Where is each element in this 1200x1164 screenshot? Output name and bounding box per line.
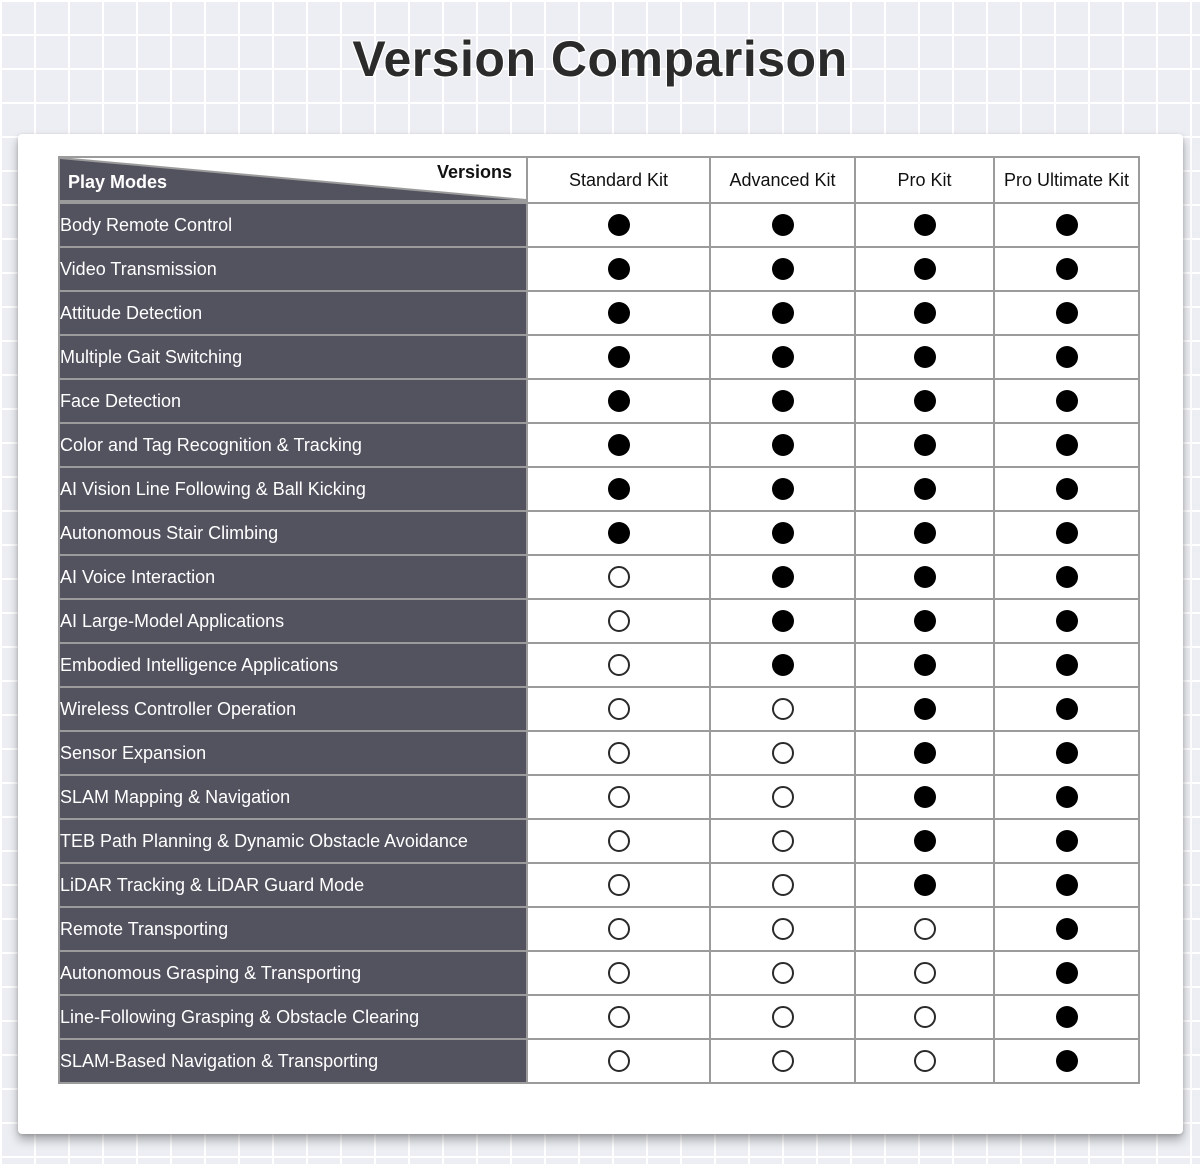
filled-circle-icon (1056, 258, 1078, 280)
play-mode-label: LiDAR Tracking & LiDAR Guard Mode (59, 863, 527, 907)
cell-pro-ultimate-kit (994, 907, 1139, 951)
filled-circle-icon (1056, 302, 1078, 324)
play-mode-label: Autonomous Stair Climbing (59, 511, 527, 555)
cell-pro-ultimate-kit (994, 775, 1139, 819)
table-row (59, 599, 1139, 643)
cell-standard-kit (527, 907, 710, 951)
table-row (59, 291, 1139, 335)
filled-circle-icon (608, 258, 630, 280)
filled-circle-icon (1056, 610, 1078, 632)
cell-pro-kit (855, 907, 994, 951)
empty-circle-icon (914, 1006, 936, 1028)
cell-pro-kit (855, 599, 994, 643)
empty-circle-icon (608, 918, 630, 940)
cell-pro-ultimate-kit (994, 819, 1139, 863)
filled-circle-icon (1056, 390, 1078, 412)
filled-circle-icon (772, 390, 794, 412)
cell-pro-ultimate-kit (994, 1039, 1139, 1083)
cell-standard-kit (527, 511, 710, 555)
cell-pro-kit (855, 731, 994, 775)
filled-circle-icon (608, 390, 630, 412)
filled-circle-icon (608, 302, 630, 324)
empty-circle-icon (772, 830, 794, 852)
filled-circle-icon (914, 302, 936, 324)
column-header-pro-ultimate-kit: Pro Ultimate Kit (994, 157, 1139, 203)
cell-advanced-kit (710, 775, 855, 819)
cell-pro-kit (855, 643, 994, 687)
play-mode-label: Embodied Intelligence Applications (59, 643, 527, 687)
cell-pro-kit (855, 467, 994, 511)
cell-advanced-kit (710, 247, 855, 291)
cell-advanced-kit (710, 687, 855, 731)
filled-circle-icon (608, 478, 630, 500)
cell-pro-kit (855, 291, 994, 335)
cell-standard-kit (527, 423, 710, 467)
filled-circle-icon (914, 610, 936, 632)
filled-circle-icon (608, 214, 630, 236)
cell-pro-ultimate-kit (994, 951, 1139, 995)
play-mode-label: Remote Transporting (59, 907, 527, 951)
empty-circle-icon (608, 962, 630, 984)
filled-circle-icon (772, 302, 794, 324)
filled-circle-icon (772, 478, 794, 500)
cell-advanced-kit (710, 907, 855, 951)
cell-pro-ultimate-kit (994, 643, 1139, 687)
cell-standard-kit (527, 995, 710, 1039)
play-mode-label: Video Transmission (59, 247, 527, 291)
filled-circle-icon (1056, 918, 1078, 940)
table-row (59, 731, 1139, 775)
cell-pro-kit (855, 379, 994, 423)
cell-advanced-kit (710, 423, 855, 467)
table-body (59, 203, 1139, 1083)
table-row (59, 555, 1139, 599)
cell-pro-ultimate-kit (994, 731, 1139, 775)
table-row (59, 907, 1139, 951)
table-row (59, 203, 1139, 247)
cell-pro-kit (855, 775, 994, 819)
empty-circle-icon (608, 610, 630, 632)
cell-standard-kit (527, 951, 710, 995)
play-mode-label: SLAM Mapping & Navigation (59, 775, 527, 819)
column-header-advanced-kit: Advanced Kit (710, 157, 855, 203)
cell-pro-kit (855, 511, 994, 555)
cell-advanced-kit (710, 731, 855, 775)
table-row (59, 863, 1139, 907)
empty-circle-icon (608, 830, 630, 852)
play-mode-label: AI Voice Interaction (59, 555, 527, 599)
filled-circle-icon (1056, 214, 1078, 236)
cell-pro-ultimate-kit (994, 467, 1139, 511)
empty-circle-icon (772, 742, 794, 764)
filled-circle-icon (608, 522, 630, 544)
filled-circle-icon (1056, 522, 1078, 544)
page-title: Version Comparison (352, 31, 848, 87)
table-row (59, 467, 1139, 511)
cell-advanced-kit (710, 599, 855, 643)
header-corner-cell (59, 157, 527, 203)
filled-circle-icon (772, 566, 794, 588)
empty-circle-icon (914, 962, 936, 984)
cell-standard-kit (527, 863, 710, 907)
table-row (59, 951, 1139, 995)
cell-advanced-kit (710, 1039, 855, 1083)
table-header-row (59, 157, 1139, 203)
filled-circle-icon (914, 346, 936, 368)
filled-circle-icon (1056, 478, 1078, 500)
filled-circle-icon (1056, 874, 1078, 896)
play-mode-label: TEB Path Planning & Dynamic Obstacle Avoidance (59, 819, 527, 863)
play-mode-label: Autonomous Grasping & Transporting (59, 951, 527, 995)
cell-advanced-kit (710, 643, 855, 687)
play-mode-label: AI Vision Line Following & Ball Kicking (59, 467, 527, 511)
cell-pro-kit (855, 555, 994, 599)
table-row (59, 643, 1139, 687)
filled-circle-icon (1056, 434, 1078, 456)
filled-circle-icon (608, 346, 630, 368)
filled-circle-icon (1056, 566, 1078, 588)
filled-circle-icon (772, 214, 794, 236)
empty-circle-icon (914, 918, 936, 940)
empty-circle-icon (608, 698, 630, 720)
cell-advanced-kit (710, 819, 855, 863)
cell-advanced-kit (710, 863, 855, 907)
cell-standard-kit (527, 335, 710, 379)
empty-circle-icon (914, 1050, 936, 1072)
play-mode-label: Body Remote Control (59, 203, 527, 247)
empty-circle-icon (772, 962, 794, 984)
cell-advanced-kit (710, 511, 855, 555)
play-mode-label: AI Large-Model Applications (59, 599, 527, 643)
filled-circle-icon (772, 610, 794, 632)
empty-circle-icon (608, 654, 630, 676)
table-row (59, 1039, 1139, 1083)
cell-pro-ultimate-kit (994, 291, 1139, 335)
empty-circle-icon (772, 1006, 794, 1028)
play-mode-label: Face Detection (59, 379, 527, 423)
filled-circle-icon (1056, 698, 1078, 720)
empty-circle-icon (608, 742, 630, 764)
cell-standard-kit (527, 467, 710, 511)
filled-circle-icon (914, 214, 936, 236)
cell-standard-kit (527, 775, 710, 819)
empty-circle-icon (608, 874, 630, 896)
cell-advanced-kit (710, 951, 855, 995)
filled-circle-icon (914, 258, 936, 280)
table-row (59, 423, 1139, 467)
cell-standard-kit (527, 555, 710, 599)
play-mode-label: Color and Tag Recognition & Tracking (59, 423, 527, 467)
cell-pro-ultimate-kit (994, 379, 1139, 423)
cell-pro-kit (855, 1039, 994, 1083)
filled-circle-icon (914, 786, 936, 808)
cell-pro-kit (855, 863, 994, 907)
cell-standard-kit (527, 203, 710, 247)
play-mode-label: Attitude Detection (59, 291, 527, 335)
cell-standard-kit (527, 819, 710, 863)
filled-circle-icon (1056, 1006, 1078, 1028)
empty-circle-icon (772, 698, 794, 720)
cell-pro-ultimate-kit (994, 247, 1139, 291)
cell-advanced-kit (710, 467, 855, 511)
header-play-modes-label: Play Modes (68, 172, 168, 192)
table-row (59, 819, 1139, 863)
cell-pro-ultimate-kit (994, 687, 1139, 731)
filled-circle-icon (1056, 962, 1078, 984)
cell-pro-ultimate-kit (994, 335, 1139, 379)
filled-circle-icon (772, 522, 794, 544)
filled-circle-icon (914, 434, 936, 456)
cell-standard-kit (527, 379, 710, 423)
empty-circle-icon (772, 1050, 794, 1072)
filled-circle-icon (1056, 830, 1078, 852)
filled-circle-icon (1056, 742, 1078, 764)
empty-circle-icon (608, 1050, 630, 1072)
cell-pro-ultimate-kit (994, 995, 1139, 1039)
cell-pro-kit (855, 423, 994, 467)
play-mode-label: Wireless Controller Operation (59, 687, 527, 731)
cell-standard-kit (527, 247, 710, 291)
cell-pro-kit (855, 335, 994, 379)
filled-circle-icon (914, 742, 936, 764)
filled-circle-icon (1056, 786, 1078, 808)
filled-circle-icon (914, 698, 936, 720)
filled-circle-icon (608, 434, 630, 456)
empty-circle-icon (608, 786, 630, 808)
cell-pro-kit (855, 687, 994, 731)
version-comparison-table (58, 156, 1140, 1084)
table-row (59, 335, 1139, 379)
column-header-standard-kit: Standard Kit (527, 157, 710, 203)
empty-circle-icon (772, 874, 794, 896)
filled-circle-icon (914, 874, 936, 896)
filled-circle-icon (1056, 654, 1078, 676)
filled-circle-icon (1056, 346, 1078, 368)
cell-pro-ultimate-kit (994, 511, 1139, 555)
table-row (59, 687, 1139, 731)
cell-standard-kit (527, 291, 710, 335)
table-row (59, 775, 1139, 819)
empty-circle-icon (608, 1006, 630, 1028)
cell-pro-kit (855, 247, 994, 291)
cell-pro-ultimate-kit (994, 423, 1139, 467)
cell-pro-kit (855, 819, 994, 863)
filled-circle-icon (772, 434, 794, 456)
filled-circle-icon (772, 654, 794, 676)
cell-pro-kit (855, 203, 994, 247)
cell-standard-kit (527, 687, 710, 731)
filled-circle-icon (772, 258, 794, 280)
cell-pro-ultimate-kit (994, 863, 1139, 907)
cell-pro-ultimate-kit (994, 555, 1139, 599)
cell-advanced-kit (710, 995, 855, 1039)
cell-pro-kit (855, 995, 994, 1039)
cell-standard-kit (527, 731, 710, 775)
filled-circle-icon (914, 654, 936, 676)
cell-standard-kit (527, 599, 710, 643)
empty-circle-icon (608, 566, 630, 588)
header-versions-label: Versions (436, 162, 512, 182)
cell-advanced-kit (710, 203, 855, 247)
filled-circle-icon (914, 522, 936, 544)
filled-circle-icon (914, 830, 936, 852)
filled-circle-icon (914, 390, 936, 412)
cell-standard-kit (527, 643, 710, 687)
table-row (59, 511, 1139, 555)
cell-advanced-kit (710, 291, 855, 335)
cell-pro-ultimate-kit (994, 599, 1139, 643)
empty-circle-icon (772, 918, 794, 940)
filled-circle-icon (772, 346, 794, 368)
filled-circle-icon (1056, 1050, 1078, 1072)
play-mode-label: SLAM-Based Navigation & Transporting (59, 1039, 527, 1083)
cell-pro-kit (855, 951, 994, 995)
table-row (59, 379, 1139, 423)
filled-circle-icon (914, 566, 936, 588)
play-mode-label: Line-Following Grasping & Obstacle Clearing (59, 995, 527, 1039)
cell-pro-ultimate-kit (994, 203, 1139, 247)
table-row (59, 995, 1139, 1039)
cell-advanced-kit (710, 379, 855, 423)
column-header-pro-kit: Pro Kit (855, 157, 994, 203)
table-row (59, 247, 1139, 291)
filled-circle-icon (914, 478, 936, 500)
cell-advanced-kit (710, 335, 855, 379)
cell-advanced-kit (710, 555, 855, 599)
cell-standard-kit (527, 1039, 710, 1083)
play-mode-label: Sensor Expansion (59, 731, 527, 775)
empty-circle-icon (772, 786, 794, 808)
play-mode-label: Multiple Gait Switching (59, 335, 527, 379)
